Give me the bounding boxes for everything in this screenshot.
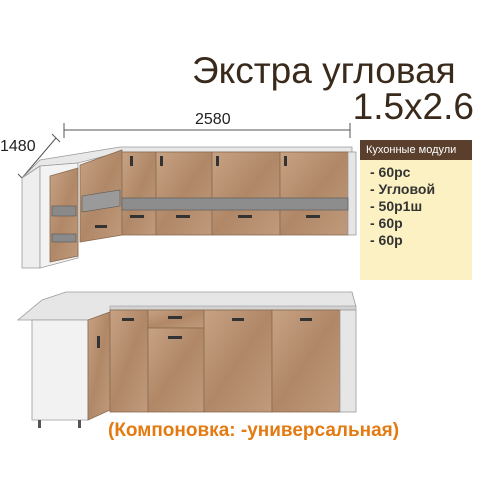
modules-panel (360, 140, 472, 280)
module-item: - 50р1ш (370, 198, 423, 214)
base-cabinets (18, 292, 356, 428)
modules-list (360, 160, 472, 249)
product-size: 1.5x2.6 (352, 86, 474, 127)
module-item: - 60р (370, 215, 403, 231)
modules-header: Кухонные модули (360, 140, 472, 160)
layout-note: (Компоновка: -универсальная) (108, 420, 400, 441)
width-dimension: 2580 (195, 111, 231, 128)
module-item: - 60рс (370, 164, 411, 180)
product-title: Экстра угловая (192, 50, 456, 91)
wall-cabinets (22, 147, 356, 268)
depth-dimension: 1480 (0, 138, 36, 155)
module-item: - 60р (370, 232, 403, 248)
module-item: - Угловой (370, 181, 436, 197)
